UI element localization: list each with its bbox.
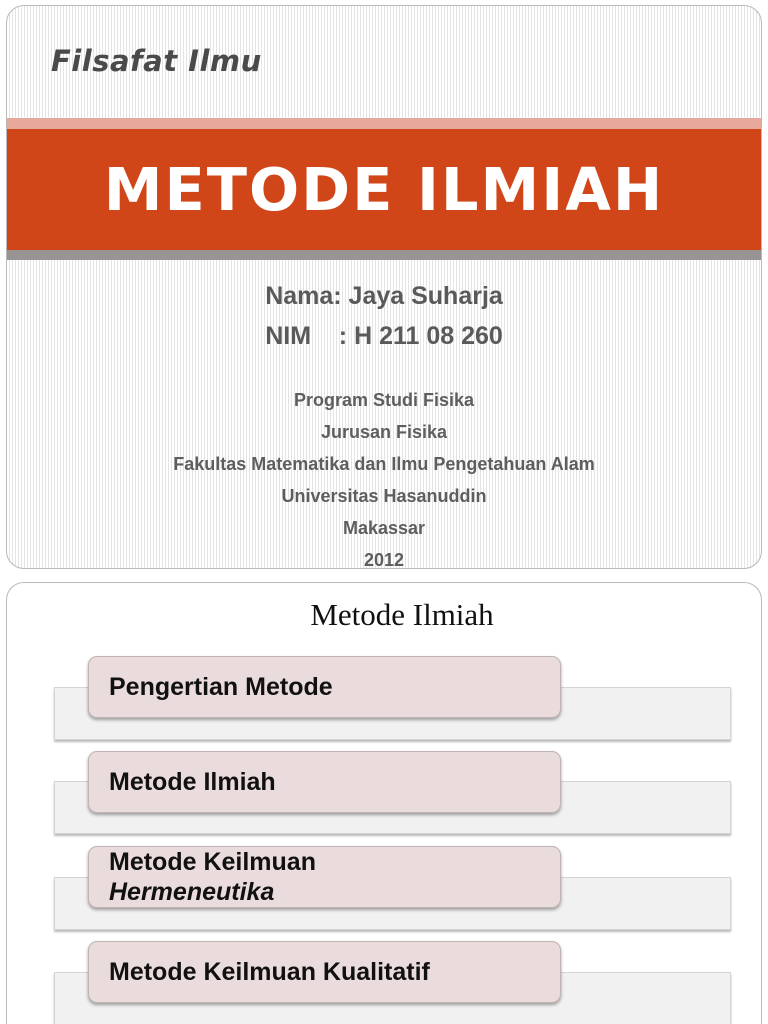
list-item-label: Metode Keilmuan <box>109 848 316 876</box>
main-title: METODE ILMIAH <box>103 155 665 224</box>
affiliation-year: 2012 <box>363 550 405 569</box>
outline-slide <box>6 582 762 1024</box>
list-item-label: Metode Keilmuan Kualitatif <box>109 958 430 986</box>
list-item-label: Pengertian Metode <box>109 673 333 701</box>
title-banner <box>7 129 761 250</box>
list-item-metode-keilmuan-hermeneutika <box>88 846 561 908</box>
slide-title: Metode Ilmiah <box>310 597 494 632</box>
affiliation-university: Universitas Hasanuddin <box>281 486 487 506</box>
accent-band-bottom <box>7 250 761 260</box>
affiliation-department: Jurusan Fisika <box>320 422 448 442</box>
list-item-metode-ilmiah <box>88 751 561 813</box>
list-item-metode-keilmuan-kualitatif <box>88 941 561 1003</box>
affiliation-faculty: Fakultas Matematika dan Ilmu Pengetahuan Alam <box>173 454 595 474</box>
list-item-pengertian-metode <box>88 656 561 718</box>
accent-band-top <box>7 118 761 129</box>
title-slide <box>6 5 762 569</box>
affiliation-city: Makassar <box>342 518 426 538</box>
author-name: Nama: Jaya Suharja <box>265 282 503 310</box>
author-nim: NIM : H 211 08 260 <box>265 322 503 350</box>
course-title: Filsafat Ilmu <box>51 44 262 78</box>
affiliation-program: Program Studi Fisika <box>293 390 475 410</box>
list-item-sublabel: Hermeneutika <box>109 878 275 906</box>
list-item-label: Metode Ilmiah <box>109 768 276 796</box>
